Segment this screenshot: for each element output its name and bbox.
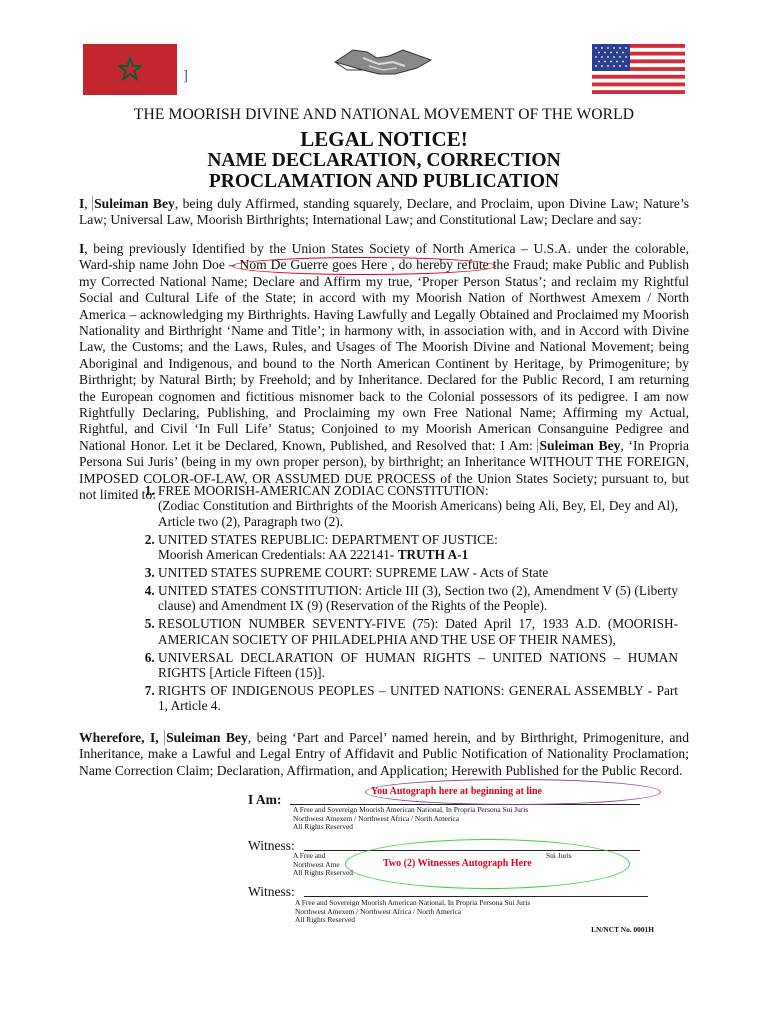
- witness-2-signature-line[interactable]: [304, 896, 648, 897]
- list-item: 4. UNITED STATES CONSTITUTION: Article III (3), Section two (2), Amendment V (5) (Liberty clause) and Amendment IX (9) (Reservation of the Rights of the People).: [158, 583, 678, 614]
- i-am-label: I Am:: [248, 792, 282, 807]
- usa-flag-icon: [592, 44, 685, 94]
- body-text-3: , ‘In Propria Persona Sui Juris’ (being in my own proper person), by birthright; an Inheritance WITHOUT THE FOREIGN, IMPOSED COLOR-OF-LAW, OR ASSUMED DUE PROCESS of the Union States Society; pursuant to, but not limited to:: [79, 437, 689, 503]
- intro-text: , being duly Affirmed, standing squarely, Declare, and Proclaim, upon Divine Law; Nature’s Law; Universal Law, Moorish Birthrights; International Law; and Constitutional Law; Declare and say:: [79, 196, 690, 228]
- witness-2-label: Witness:: [248, 884, 295, 899]
- declarant-name: Suleiman Bey: [94, 196, 175, 211]
- list-item: 7. RIGHTS OF INDIGENOUS PEOPLES – UNITED NATIONS: GENERAL ASSEMBLY - Part 1, Article 4.: [158, 683, 678, 714]
- document-reference-number: LN/NCT No. 0001H: [591, 925, 654, 934]
- closing-lead: Wherefore, I,: [79, 730, 165, 745]
- declarant-name: Suleiman Bey: [539, 437, 621, 453]
- authorities-list: [135, 483, 678, 716]
- pronoun-i: I: [79, 196, 85, 211]
- body-text-2: , do hereby refute the Fraud; make Public and Publish my Corrected National Name; Declare and Affirm my true, ‘Proper Person Status’; and reclaim my Rightful Social and Cultural Life of the State; in accord with my Moorish Nation of Northwest Amexem / North America – acknowledging my Birthrights. Having Lawfully and Legally Obtained and Proclaimed my Moorish Nationality and Birthright ‘Name and Title’; in harmony with, in association with, and in Accord with Divine Law, the Customs; and the Laws, Rules, and Usages of The Moorish Divine and National Movement; being Aboriginal and Indigenous, and bound to the North American Continent by Heritage, by Primogeniture; by Birthright; by Natural Birth; by Freehold; and by Inheritance. Declared for the Public Record, I am returning the European cognomen and fictitious misnomer back to the Colonial possessors of its pedigree. I am now Rightfully Declaring, Publishing, and Proclaiming my own Free National Name; Affirming my Actual, Rightful, and Civil ‘In Full Life’ Status; Conjoined to my Moorish American Consanguine Pedigree and National Honor. Let it be Declared, Known, Published, and Resolved that: I Am:: [79, 257, 689, 453]
- witness-1-caption-tail: Sui Juris: [546, 851, 572, 860]
- witness-2-caption: A Free and Sovereign Moorish American National, In Propria Persona Sui Juris Northwest Amexem / Northwest Africa / North America All Rights Reserved: [295, 898, 531, 925]
- ward-ship-name: John Doe – Nom De Guerre goes Here: [172, 257, 388, 273]
- list-item: 1. FREE MOORISH-AMERICAN ZODIAC CONSTITUTION: (Zodiac Constitution and Birthrights of the Moorish Americans) being Ali, Bey, El, Dey and Al), Article two (2), Paragraph two (2).: [158, 483, 678, 529]
- autograph-annotation: You Autograph here at beginning at line: [371, 786, 542, 797]
- ward-name-highlight-oval: [232, 257, 496, 275]
- witness-1-caption: A Free and Northwest Ame All Rights Reserved: [293, 851, 353, 878]
- handshake-icon: [333, 44, 433, 78]
- declarant-name: Suleiman Bey: [166, 730, 248, 745]
- intro-comma: ,: [84, 196, 93, 211]
- page-title: LEGAL NOTICE!: [300, 127, 468, 151]
- closing-text: , being ‘Part and Parcel’ named herein, and by Birthright, Primogeniture, and Inheritance, make a Lawful and Legal Entry of Affidavit and Public Notification of Nationality Proclamation; Name Correction Claim; Declaration, Affirmation, and Application; Herewith Published for the Public Record.: [79, 730, 690, 778]
- signature-caption: A Free and Sovereign Moorish American National, In Propria Persona Sui Juris Northwest Amexem / Northwest Africa / North America All Rights Reserved: [293, 805, 529, 832]
- pronoun-i: I: [79, 241, 85, 256]
- list-item: 3. UNITED STATES SUPREME COURT: SUPREME LAW - Acts of State: [158, 565, 678, 580]
- subtitle-line2: PROCLAMATION AND PUBLICATION: [208, 171, 560, 192]
- witness-1-label: Witness:: [248, 838, 295, 853]
- morocco-flag-icon: [83, 44, 177, 95]
- organization-heading: THE MOORISH DIVINE AND NATIONAL MOVEMENT OF THE WORLD: [133, 106, 635, 123]
- intro-paragraph: [79, 196, 689, 229]
- body-paragraph: [79, 241, 689, 504]
- subtitle-line1: NAME DECLARATION, CORRECTION: [207, 150, 561, 171]
- body-text-1: , being previously Identified by the Union States Society of North America – U.S.A. under the colorable, Ward-ship name: [79, 241, 689, 273]
- witness-annotation: Two (2) Witnesses Autograph Here: [383, 858, 532, 869]
- stray-bracket: ]: [183, 68, 188, 84]
- closing-paragraph: [79, 730, 689, 779]
- list-item: 2. UNITED STATES REPUBLIC: DEPARTMENT OF JUSTICE: Moorish American Credentials: AA 222141- TRUTH A-1: [158, 532, 678, 563]
- list-item: 5. RESOLUTION NUMBER SEVENTY-FIVE (75): Dated April 17, 1933 A.D. (MOORISH-AMERICAN SOCIETY OF PHILADELPHIA AND THE USE OF THEIR NAMES),: [158, 616, 678, 647]
- list-item: 6. UNIVERSAL DECLARATION OF HUMAN RIGHTS – UNITED NATIONS – HUMAN RIGHTS [Article Fifteen (15)].: [158, 650, 678, 681]
